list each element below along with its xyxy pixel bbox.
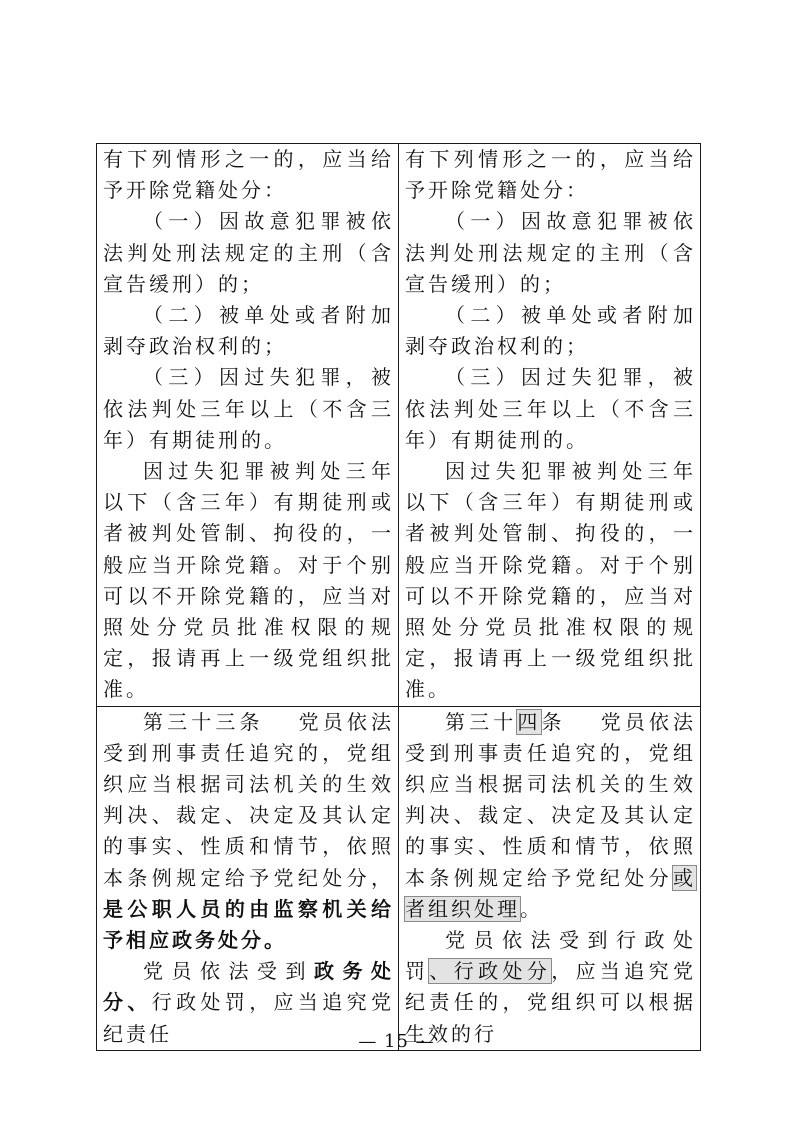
paragraph [103,707,394,957]
paragraph: 因过失犯罪被判处三年以下（含三年）有期徒刑或者被判处管制、拘役的，一般应当开除党籍。对于个别可以不开除党籍的，应当对照处分党员批准权限的规定，报请再上一级党组织批准。 [103,459,394,702]
text-run: ，应当追究党纪责任的，党组织可以根据生效的行 [405,959,697,1046]
article-number: 条 [541,709,566,734]
paragraph: 有下列情形之一的，应当给予开除党籍处分： [405,147,696,203]
highlighted-change: 、行政处分 [429,959,552,984]
paragraph: （二）被单处或者附加剥夺政治权利的； [405,303,696,359]
article-text: 党员依法受到刑事责任追究的，党组织应当根据司法机关的生效判决、裁定、决定及其认定的事实、性质和情节，依照本条例规定给予党纪处分 [405,709,697,890]
paragraph: （一）因故意犯罪被依法判处刑法规定的主刑（含宣告缓刑）的； [103,209,394,296]
text-run: 党员依法受到 [143,959,314,984]
paragraph [405,707,696,925]
highlighted-change: 或者组织处理 [405,865,696,921]
left-cell-old-text [97,706,399,1050]
table-row [97,706,701,1050]
right-cell-new-text [399,144,701,707]
article-text: 党员依法受到刑事责任追究的，党组织应当根据司法机关的生效判决、裁定、决定及其认定的事实、性质和情节，依照本条例规定给予党纪处分， [103,709,395,890]
table-row [97,144,701,707]
paragraph: 因过失犯罪被判处三年以下（含三年）有期徒刑或者被判处管制、拘役的，一般应当开除党籍。对于个别可以不开除党籍的，应当对照处分党员批准权限的规定，报请再上一级党组织批准。 [405,459,696,702]
paragraph: （二）被单处或者附加剥夺政治权利的； [103,303,394,359]
left-cell-old-text [97,144,399,707]
highlighted-change: 四 [517,709,542,734]
article-number: 第三十 [445,709,518,734]
paragraph: 有下列情形之一的，应当给予开除党籍处分： [103,147,394,203]
page-number: — 15 — [358,1031,435,1052]
right-cell-new-text [399,706,701,1050]
comparison-table [96,143,701,1051]
text-run: 。 [520,896,543,921]
paragraph: （三）因过失犯罪，被依法判处三年以上（不含三年）有期徒刑的。 [405,365,696,452]
paragraph: （一）因故意犯罪被依法判处刑法规定的主刑（含宣告缓刑）的； [405,209,696,296]
text-run: 行政处罚，应当追究党纪责任 [103,990,395,1046]
paragraph: （三）因过失犯罪，被依法判处三年以上（不含三年）有期徒刑的。 [103,365,394,452]
added-bold-text: 政务处分、 [103,959,394,1015]
text-run: 党员依法受到行政处罚 [405,928,696,984]
added-bold-text: 是公职人员的由监察机关给予相应政务处分。 [103,896,394,953]
article-number: 第三十三条 [143,709,264,734]
